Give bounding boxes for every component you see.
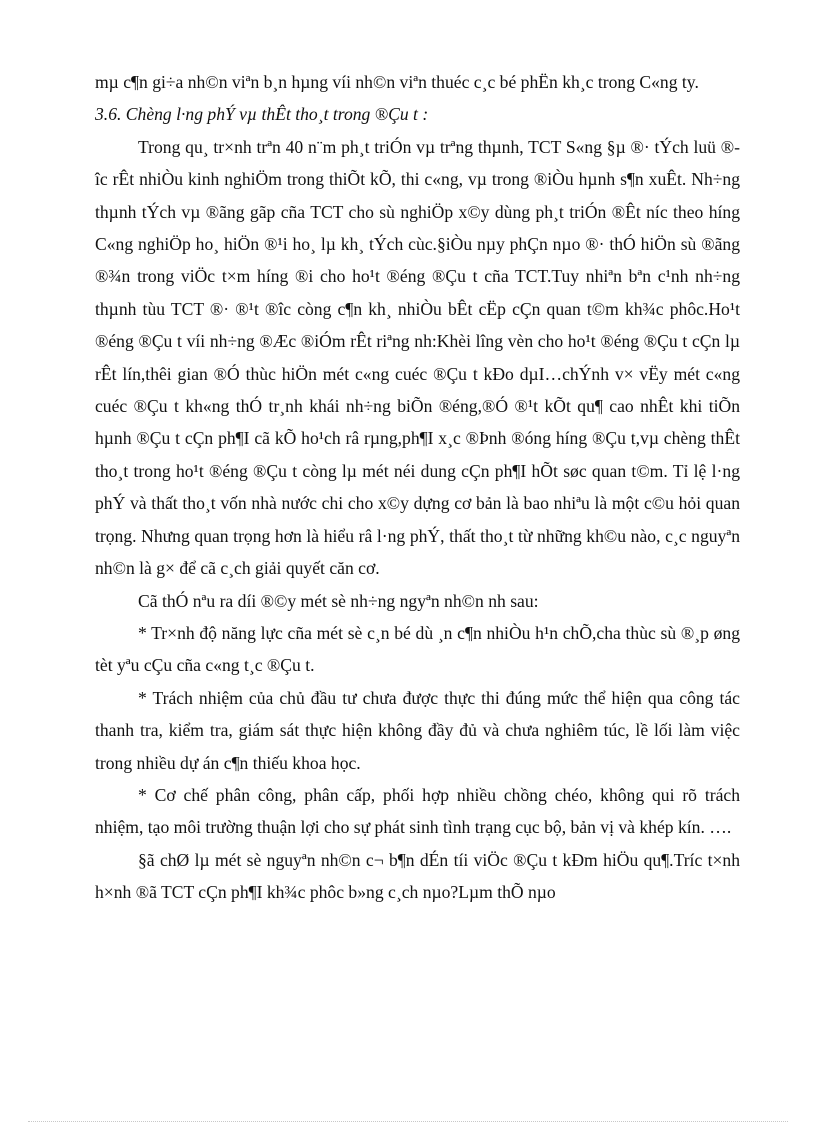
document-body (95, 66, 740, 909)
section-heading: 3.6. Chèng l·ng phÝ vµ thÊt tho¸t trong ®Çu t : (95, 104, 429, 125)
bullet-item: * Tr×nh độ năng lực cña mét sè c¸n bé dù ¸n c¶n nhiÒu h¹n chÕ,cha thùc sù ®¸p øng tèt yªu cÇu cña c«ng t¸c ®Çu t. (95, 622, 740, 676)
page-bottom-divider (28, 1121, 788, 1122)
paragraph-continuation: mµ c¶n gi÷a nh©n viªn b¸n hµng víi nh©n viªn thuéc c¸c bé phËn kh¸c trong C«ng ty. (95, 72, 699, 92)
bullet-item: * Trách nhiệm của chủ đầu tư chưa được thực thi đúng mức thể hiện qua công tác thanh tra, kiểm tra, giám sát thực hiện không đầy đủ và chưa nghiêm túc, lề lối làm việc trong nhiều dự án c¶n thiếu khoa học. (95, 687, 740, 773)
bullet-item: * Cơ chế phân công, phân cấp, phối hợp nhiều chồng chéo, không qui rõ trách nhiệm, tạo môi trường thuận lợi cho sự phát sinh tình trạng cục bộ, bản vị và khép kín. …. (95, 784, 740, 838)
paragraph-conclusion: §ã chØ lµ mét sè nguyªn nh©n c¬ b¶n dÉn tíi viÖc ®Çu t kÐm hiÖu qu¶.Tríc t×nh h×nh ®ã TCT cÇn ph¶I kh¾c phôc b»ng c¸ch nµo?Lµm thÕ nµo (95, 849, 740, 903)
paragraph-main: Trong qu¸ tr×nh trªn 40 n¨m ph¸t triÓn vµ trªng thµnh, TCT S«ng §µ ®· tÝch luü ®îc rÊt nhiÒu kinh nghiÖm trong thiÕt kÕ, thi c«ng, vµ trong ®iÒu hµnh s¶n xuÊt. Nh÷ng thµnh tÝch vµ ®ãng gãp cña TCT cho sù nghiÖp x©y dùng ph¸t triÓn ®Êt níc theo híng C«ng nghiÖp ho¸ hiÖn ®¹i ho¸ lµ kh¸ tÝch cùc.§iÒu nµy phÇn nµo ®· thÓ hiÖn sù ®ãng ®¾n trong viÖc t×m híng ®i cho ho¹t ®éng ®Çu t cña TCT.Tuy nhiªn bªn c¹nh nh÷ng thµnh tùu TCT ®· ®¹t ®îc còng c¶n kh¸ nhiÒu bÊt cËp cÇn quan t©m kh¾c phôc.Ho¹t ®éng ®Çu t víi nh÷ng ®Æc ®iÓm rÊt riªng nh:Khèi lîng vèn cho ho¹t ®éng ®Çu t cÇn lµ rÊt lín,thêi gian ®Ó thùc hiÖn mét c«ng cuéc ®Çu t kÐo dµI…chÝnh v× vËy mét c«ng cuéc ®Çu t kh«ng thÓ tr¸nh khái nh÷ng biÕn ®éng,®Ó ®¹t kÕt qu¶ cao nhÊt khi tiÕn hµnh ®Çu t cÇn ph¶I cã kÕ ho¹ch râ rµng,ph¶I x¸c ®Þnh ®óng híng ®Çu t,vµ chèng thÊt tho¸t trong ho¹t ®éng ®Çu t còng lµ mét néi dung cÇn ph¶I hÕt søc quan t©m. Tỉ lệ l·ng phÝ và thất tho¸t vốn nhà nước chi cho x©y dựng cơ bản là bao nhiªu là một c©u hỏi quan trọng. Nhưng quan trọng hơn là hiểu râ l·ng phÝ, thất tho¸t từ những kh©u nào, c¸c nguyªn nh©n là g× để cã c¸ch giải quyết căn cơ. (95, 136, 740, 579)
paragraph-intro-causes: Cã thÓ nªu ra díi ®©y mét sè nh÷ng ngyªn nh©n nh sau: (138, 590, 539, 611)
